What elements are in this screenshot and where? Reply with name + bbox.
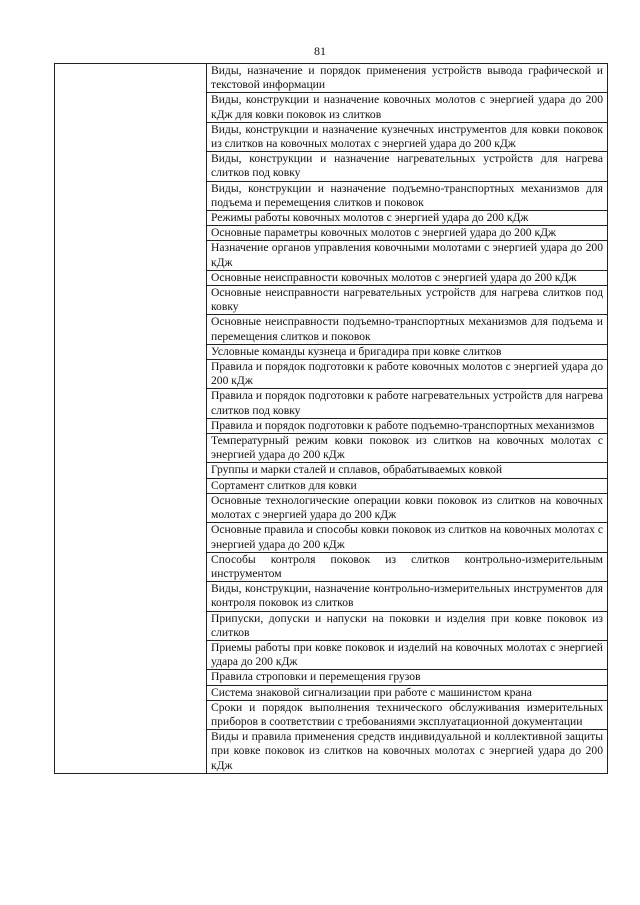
table-cell-item: Основные неисправности нагревательных устройств для нагрева слитков под ковку xyxy=(207,286,608,315)
table-cell-item: Сортамент слитков для ковки xyxy=(207,478,608,493)
page-number: 81 xyxy=(314,44,326,58)
table-cell-item: Основные неисправности подъемно-транспортных механизмов для подъема и перемещения слитков и поковок xyxy=(207,315,608,344)
table-cell-item: Основные правила и способы ковки поковок из слитков на ковочных молотах с энергией удара до 200 кДж xyxy=(207,523,608,552)
table-cell-item: Группы и марки сталей и сплавов, обрабатываемых ковкой xyxy=(207,463,608,478)
table-cell-item: Основные параметры ковочных молотов с энергией удара до 200 кДж xyxy=(207,226,608,241)
table-cell-item: Температурный режим ковки поковок из слитков на ковочных молотах с энергией удара до 200 кДж xyxy=(207,434,608,463)
table-cell-item: Основные неисправности ковочных молотов с энергией удара до 200 кДж xyxy=(207,270,608,285)
table-cell-item: Правила строповки и перемещения грузов xyxy=(207,670,608,685)
table-left-cell xyxy=(55,64,207,774)
table-cell-item: Способы контроля поковок из слитков контрольно-измерительным инструментом xyxy=(207,552,608,581)
table-cell-item: Виды, назначение и порядок применения устройств вывода графической и текстовой информации xyxy=(207,64,608,93)
table-cell-item: Виды и правила применения средств индивидуальной и коллективной защиты при ковке поковок из слитков на ковочных молотах с энергией удара до 200 кДж xyxy=(207,730,608,774)
table-body xyxy=(55,64,608,774)
table-cell-item: Правила и порядок подготовки к работе ковочных молотов с энергией удара до 200 кДж xyxy=(207,360,608,389)
table-cell-item: Припуски, допуски и напуски на поковки и изделия при ковке поковок из слитков xyxy=(207,611,608,640)
table-cell-item: Виды, конструкции и назначение кузнечных инструментов для ковки поковок из слитков на ковочных молотах с энергией удара до 200 кДж xyxy=(207,122,608,151)
table-row xyxy=(55,64,608,93)
table-cell-item: Система знаковой сигнализации при работе с машинистом крана xyxy=(207,685,608,700)
table-cell-item: Виды, конструкции и назначение ковочных молотов с энергией удара до 200 кДж для ковки поковок из слитков xyxy=(207,93,608,122)
table-cell-item: Назначение органов управления ковочными молотами с энергией удара до 200 кДж xyxy=(207,241,608,270)
table-cell-item: Правила и порядок подготовки к работе нагревательных устройств для нагрева слитков под ковку xyxy=(207,389,608,418)
table-cell-item: Правила и порядок подготовки к работе подъемно-транспортных механизмов xyxy=(207,418,608,433)
table-cell-item: Режимы работы ковочных молотов с энергией удара до 200 кДж xyxy=(207,211,608,226)
table-cell-item: Виды, конструкции, назначение контрольно-измерительных инструментов для контроля поковок из слитков xyxy=(207,582,608,611)
table-cell-item: Виды, конструкции и назначение нагревательных устройств для нагрева слитков под ковку xyxy=(207,152,608,181)
table-cell-item: Сроки и порядок выполнения технического обслуживания измерительных приборов в соответствии с требованиями эксплуатационной документации xyxy=(207,700,608,729)
table-cell-item: Основные технологические операции ковки поковок из слитков на ковочных молотах с энергией удара до 200 кДж xyxy=(207,493,608,522)
table-cell-item: Приемы работы при ковке поковок и изделий на ковочных молотах с энергией удара до 200 кДж xyxy=(207,640,608,669)
table-cell-item: Условные команды кузнеца и бригадира при ковке слитков xyxy=(207,344,608,359)
table-cell-item: Виды, конструкции и назначение подъемно-транспортных механизмов для подъема и перемещения слитков и поковок xyxy=(207,181,608,210)
knowledge-requirements-table xyxy=(54,63,608,774)
